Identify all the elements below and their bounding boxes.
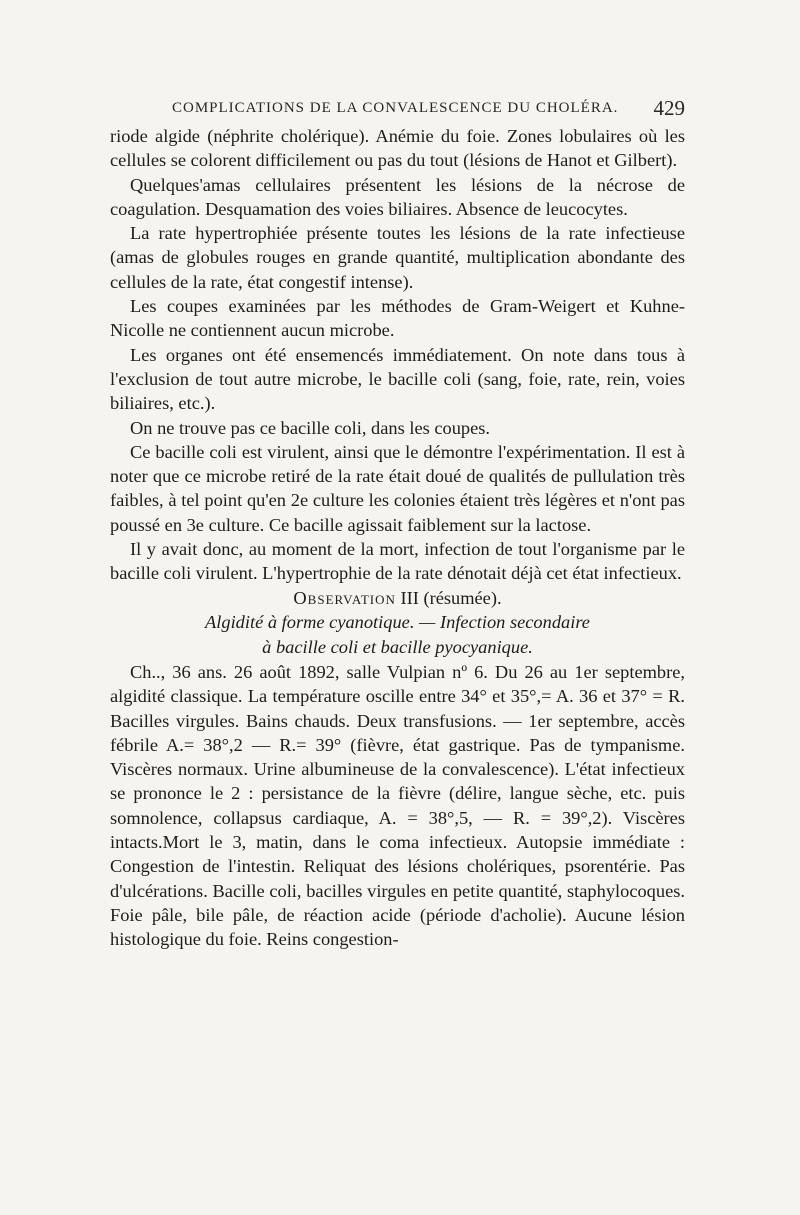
observation-number: III (résumée). — [400, 587, 502, 608]
observation-label: Observation — [293, 587, 396, 608]
paragraph: On ne trouve pas ce bacille coli, dans les coupes. — [130, 417, 491, 438]
observation-subtitle-line1: Algidité à forme cyanotique. — Infection secondaire — [205, 611, 590, 632]
paragraph: Les coupes examinées par les méthodes de Gram-Weigert et Kuhne-Nicolle ne contiennent aucun microbe. — [110, 296, 685, 341]
paragraph: Quelques'amas cellulaires présentent les lésions de la nécrose de coagulation. Desquamation des voies biliaires. Absence de leucocytes. — [110, 174, 685, 219]
observation-heading — [110, 586, 685, 610]
observation-subtitle-line2: à bacille coli et bacille pyocyanique. — [262, 636, 533, 657]
page-header — [110, 96, 685, 122]
paragraph: Il y avait donc, au moment de la mort, infection de tout l'organisme par le bacille coli virulent. L'hypertrophie de la rate dénotait déjà cet état infectieux. — [110, 539, 685, 584]
paragraph: riode algide (néphrite cholérique). Anémie du foie. Zones lobulaires où les cellules se colorent difficilement ou pas du tout (lésions de Hanot et Gilbert). — [110, 126, 685, 171]
paragraph: La rate hypertrophiée présente toutes les lésions de la rate infectieuse (amas de globules rouges en grande quantité, multiplication abondante des cellules de la rate, état congestif intense). — [110, 223, 685, 292]
running-head: COMPLICATIONS DE LA CONVALESCENCE DU CHOLÉRA. — [172, 100, 619, 116]
paragraph: Ce bacille coli est virulent, ainsi que le démontre l'expérimentation. Il est à noter que ce microbe retiré de la rate était doué de qualités de pullulation très faibles, à tel point qu'en 2e culture les colonies étaient très légères et n'ont pas poussé en 3e culture. Ce bacille agissait faiblement sur la lactose. — [110, 441, 685, 535]
case-paragraph: Ch.., 36 ans. 26 août 1892, salle Vulpian nº 6. Du 26 au 1er septembre, algidité classique. La température oscille entre 34° et 35°,= A. 36 et 37° = R. Bacilles virgules. Bains chauds. Deux transfusions. — 1er septembre, accès fébrile A.= 38°,2 — R.= 39° (fièvre, état gastrique. Pas de tympanisme. Viscères normaux. Urine albumineuse de la convalescence). L'état infectieux se prononce le 2 : persistance de la fièvre (délire, langue sèche, etc. puis somnolence, collapsus cardiaque, A. = 38°,5, — R. = 39°,2). Viscères intacts.Mort le 3, matin, dans le coma infectieux. Autopsie immédiate : Congestion de l'intestin. Reliquat des lésions cholériques, psorentérie. Pas d'ulcérations. Bacille coli, bacilles virgules en petite quantité, staphylocoques. Foie pâle, bile pâle, de réaction acide (période d'acholie). Aucune lésion histologique du foie. Reins congestion- — [110, 661, 685, 950]
page-number: 429 — [653, 96, 685, 120]
page-body — [110, 124, 685, 952]
paragraph: Les organes ont été ensemencés immédiatement. On note dans tous à l'exclusion de tout autre microbe, le bacille coli (sang, foie, rate, rein, voies biliaires, etc.). — [110, 344, 685, 414]
